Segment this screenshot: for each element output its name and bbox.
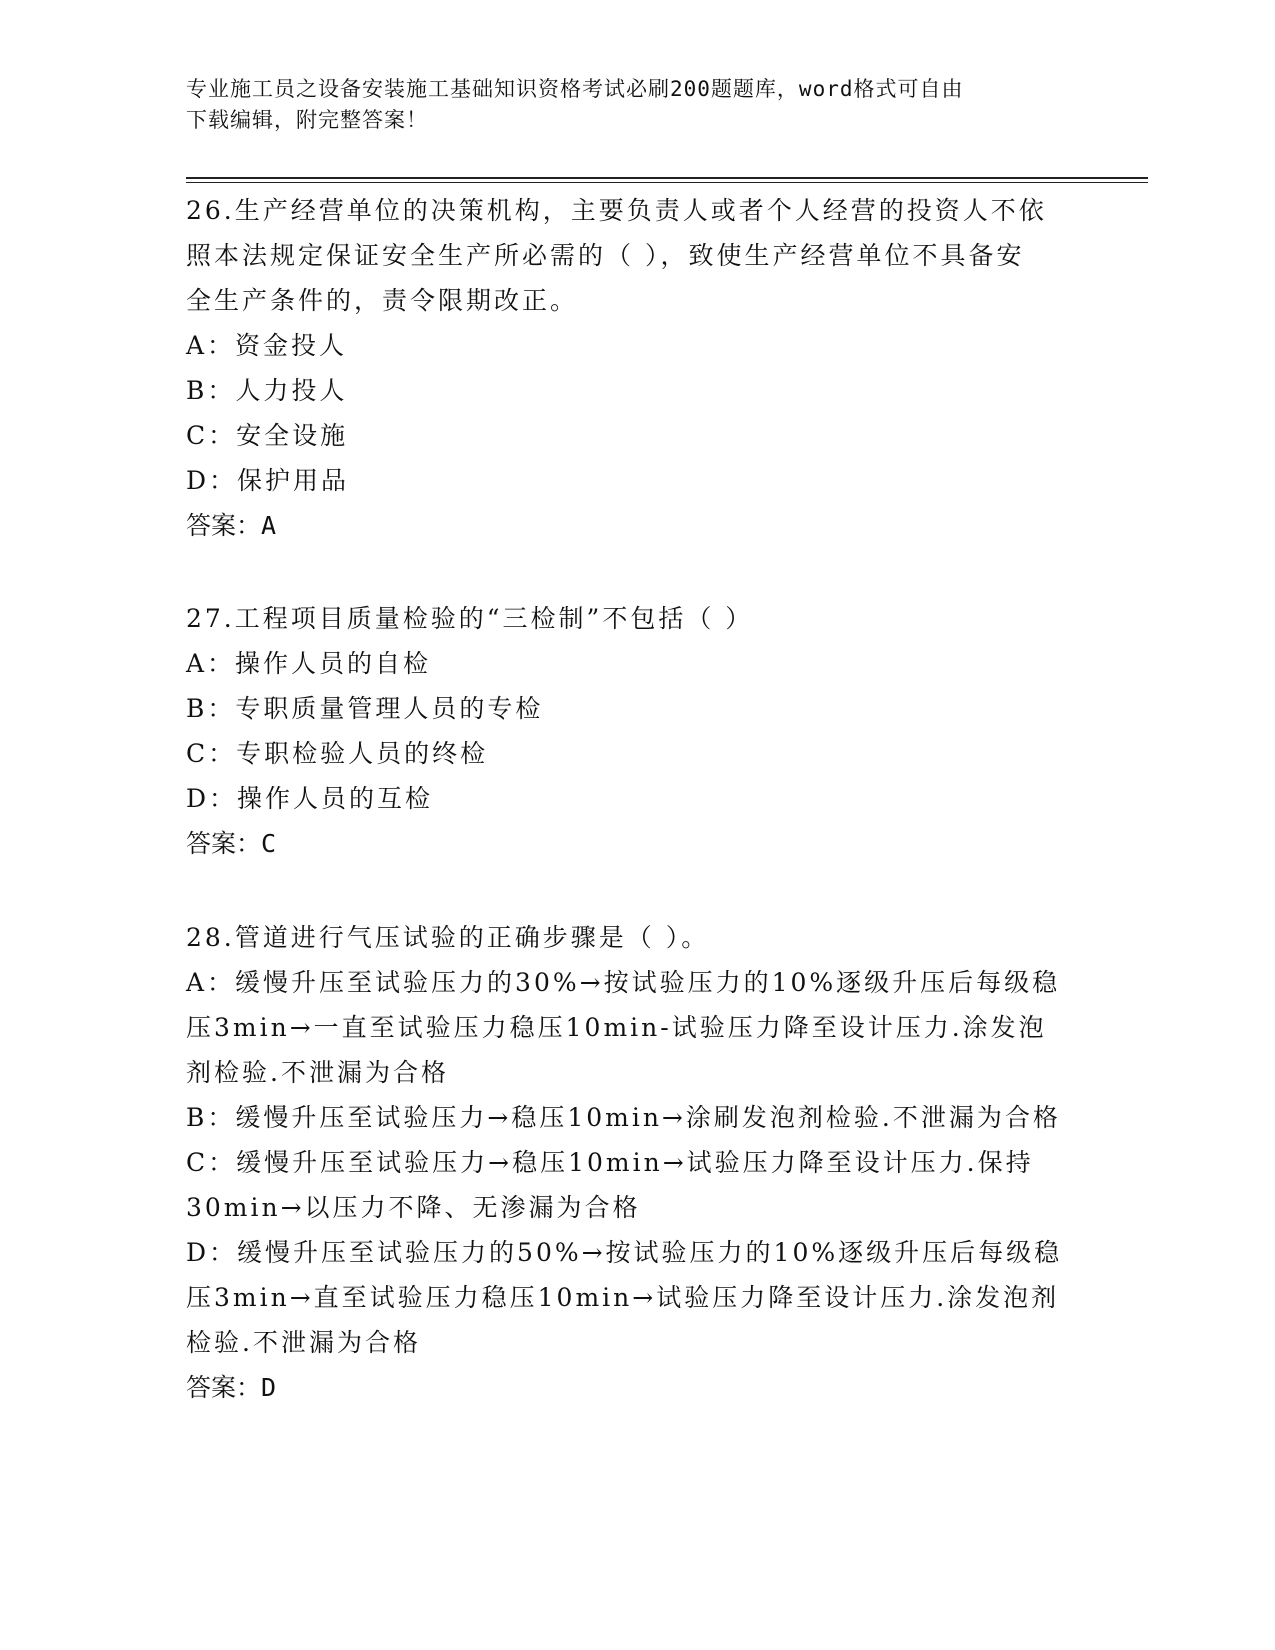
option-line: B：缓慢升压至试验压力→稳压10min→涂刷发泡剂检验.不泄漏为合格 [186,1103,1061,1132]
option-line: 检验.不泄漏为合格 [186,1328,421,1357]
header-divider-thin [186,182,1148,183]
document-header [186,74,1066,136]
question-27 [186,596,1086,866]
answer-line: 答案：A [186,511,277,540]
header-line-2: 下载编辑，附完整答案！ [186,108,428,132]
question-stem-line: 全生产条件的，责令限期改正。 [186,286,579,315]
option-b: B：专职质量管理人员的专检 [186,694,544,723]
option-line: D：缓慢升压至试验压力的50%→按试验压力的10%逐级升压后每级稳 [186,1238,1063,1267]
question-26 [186,188,1086,548]
question-stem-line: 照本法规定保证安全生产所必需的（ ），致使生产经营单位不具备安 [186,241,1025,270]
answer-line: 答案：D [186,1373,277,1402]
option-line: C：缓慢升压至试验压力→稳压10min→试验压力降至设计压力.保持 [186,1148,1034,1177]
question-stem-line: 26.生产经营单位的决策机构，主要负责人或者个人经营的投资人不依 [186,196,1047,225]
option-line: 压3min→一直至试验压力稳压10min-试验压力降至设计压力.涂发泡 [186,1013,1047,1042]
question-28 [186,915,1086,1410]
option-line: A：缓慢升压至试验压力的30%→按试验压力的10%逐级升压后每级稳 [186,968,1061,997]
option-c: C：安全设施 [186,421,349,450]
option-b: B：人力投人 [186,376,348,405]
option-d: D：保护用品 [186,466,350,495]
option-c: C：专职检验人员的终检 [186,739,489,768]
answer-line: 答案：C [186,829,277,858]
question-stem-line: 28.管道进行气压试验的正确步骤是（ ）。 [186,923,710,952]
question-stem-line: 27.工程项目质量检验的“三检制”不包括（ ） [186,604,754,633]
header-divider-thick [186,177,1148,179]
option-line: 压3min→直至试验压力稳压10min→试验压力降至设计压力.涂发泡剂 [186,1283,1060,1312]
option-line: 30min→以压力不降、无渗漏为合格 [186,1193,641,1222]
option-d: D：操作人员的互检 [186,784,434,813]
option-a: A：资金投人 [186,331,348,360]
header-line-1: 专业施工员之设备安装施工基础知识资格考试必刷200题题库，word格式可自由 [186,77,964,101]
option-a: A：操作人员的自检 [186,649,432,678]
option-line: 剂检验.不泄漏为合格 [186,1058,449,1087]
